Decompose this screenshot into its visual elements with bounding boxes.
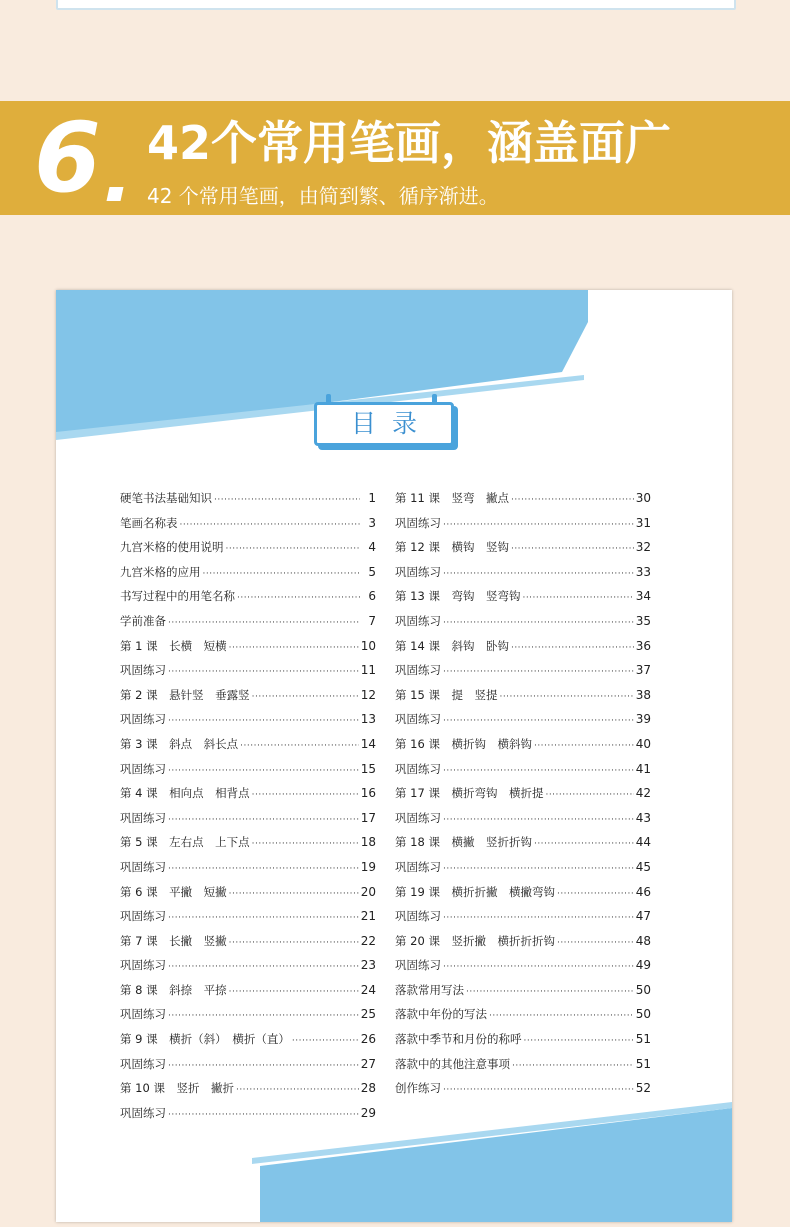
toc-dot-leader bbox=[443, 913, 634, 923]
toc-entry-title: 第 5 课 左右点 上下点 bbox=[120, 835, 250, 850]
toc-entry bbox=[395, 613, 651, 638]
toc-entry bbox=[395, 490, 651, 515]
toc-entry-title: 巩固练习 bbox=[395, 909, 441, 924]
toc-entry bbox=[395, 564, 651, 589]
previous-card-edge bbox=[56, 0, 736, 10]
toc-entry bbox=[120, 588, 376, 613]
toc-entry-title: 巩固练习 bbox=[395, 515, 441, 530]
toc-entry-title: 九宫米格的应用 bbox=[120, 564, 201, 579]
toc-entry-page: 14 bbox=[360, 736, 376, 751]
toc-entry-title: 巩固练习 bbox=[395, 810, 441, 825]
toc-entry-title: 巩固练习 bbox=[120, 909, 166, 924]
toc-entry-page: 36 bbox=[635, 638, 651, 653]
toc-dot-leader bbox=[557, 889, 634, 899]
toc-entry-page: 52 bbox=[635, 1081, 651, 1096]
toc-entry bbox=[395, 1031, 651, 1056]
toc-entry-title: 学前准备 bbox=[120, 613, 166, 628]
toc-entry bbox=[120, 1105, 376, 1130]
toc-dot-leader bbox=[236, 1085, 359, 1095]
feature-title: 42个常用笔画，涵盖面广 bbox=[147, 116, 672, 170]
toc-entry bbox=[395, 810, 651, 835]
toc-entry-page: 48 bbox=[635, 933, 651, 948]
toc-entry-title: 第 4 课 相向点 相背点 bbox=[120, 786, 250, 801]
toc-entry-title: 巩固练习 bbox=[120, 810, 166, 825]
toc-dot-leader bbox=[443, 618, 634, 628]
toc-entry-title: 巩固练习 bbox=[120, 958, 166, 973]
toc-entry-title: 第 2 课 悬针竖 垂露竖 bbox=[120, 687, 250, 702]
toc-dot-leader bbox=[443, 716, 634, 726]
toc-dot-leader bbox=[443, 962, 634, 972]
toc-entry bbox=[120, 761, 376, 786]
toc-dot-leader bbox=[180, 520, 361, 530]
toc-entry-title: 巩固练习 bbox=[395, 663, 441, 678]
toc-dot-leader bbox=[240, 741, 359, 751]
toc-dot-leader bbox=[168, 815, 359, 825]
toc-entry-page: 19 bbox=[360, 859, 376, 874]
toc-dot-leader bbox=[511, 544, 634, 554]
toc-dot-leader bbox=[229, 889, 359, 899]
toc-dot-leader bbox=[203, 569, 361, 579]
toc-entry-title: 巩固练习 bbox=[120, 761, 166, 776]
toc-entry-title: 第 20 课 竖折撇 横折折折钩 bbox=[395, 933, 555, 948]
toc-entry-page: 41 bbox=[635, 761, 651, 776]
toc-dot-leader bbox=[168, 962, 359, 972]
toc-entry bbox=[120, 933, 376, 958]
toc-entry bbox=[395, 908, 651, 933]
toc-dot-leader bbox=[534, 839, 634, 849]
feature-subtitle: 42 个常用笔画，由简到繁、循序渐进。 bbox=[147, 184, 499, 208]
toc-entry bbox=[395, 588, 651, 613]
toc-dot-leader bbox=[226, 544, 361, 554]
toc-dot-leader bbox=[229, 643, 359, 653]
toc-entry-title: 第 3 课 斜点 斜长点 bbox=[120, 736, 239, 751]
toc-dot-leader bbox=[229, 987, 359, 997]
toc-entry bbox=[395, 957, 651, 982]
toc-dot-leader bbox=[443, 1085, 634, 1095]
toc-entry bbox=[120, 1006, 376, 1031]
toc-entry-page: 35 bbox=[635, 613, 651, 628]
toc-entry-page: 4 bbox=[368, 540, 376, 555]
toc-dot-leader bbox=[168, 1061, 359, 1071]
toc-entry bbox=[395, 785, 651, 810]
toc-entry-title: 第 18 课 横撇 竖折折钩 bbox=[395, 835, 532, 850]
toc-dot-leader bbox=[512, 1061, 634, 1071]
toc-dot-leader bbox=[534, 741, 634, 751]
toc-entry bbox=[395, 736, 651, 761]
toc-dot-leader bbox=[443, 815, 634, 825]
toc-entry-title: 巩固练习 bbox=[120, 663, 166, 678]
toc-entry-page: 18 bbox=[360, 835, 376, 850]
toc-entry-page: 49 bbox=[635, 958, 651, 973]
toc-entry-page: 33 bbox=[635, 564, 651, 579]
toc-dot-leader bbox=[168, 913, 359, 923]
toc-entry-title: 第 15 课 提 竖提 bbox=[395, 687, 498, 702]
toc-entry-page: 30 bbox=[635, 491, 651, 505]
toc-entry-title: 巩固练习 bbox=[120, 859, 166, 874]
toc-entry bbox=[395, 933, 651, 958]
toc-dot-leader bbox=[511, 643, 634, 653]
toc-entry-title: 第 13 课 弯钩 竖弯钩 bbox=[395, 589, 521, 604]
toc-dot-leader bbox=[237, 593, 360, 603]
toc-dot-leader bbox=[252, 839, 359, 849]
toc-entry-page: 38 bbox=[635, 687, 651, 702]
toc-entry bbox=[395, 711, 651, 736]
toc-entry bbox=[120, 810, 376, 835]
toc-dot-leader bbox=[511, 495, 634, 505]
toc-entry-title: 第 10 课 竖折 撇折 bbox=[120, 1081, 234, 1096]
toc-entry bbox=[395, 884, 651, 909]
toc-entry bbox=[395, 539, 651, 564]
toc-entry-page: 51 bbox=[635, 1032, 651, 1047]
toc-entry-page: 50 bbox=[635, 982, 651, 997]
toc-entry bbox=[395, 1056, 651, 1081]
toc-dot-leader bbox=[522, 593, 633, 603]
toc-entry-page: 26 bbox=[360, 1032, 376, 1047]
toc-entry-page: 42 bbox=[635, 786, 651, 801]
toc-entry-page: 51 bbox=[635, 1056, 651, 1071]
toc-dot-leader bbox=[168, 716, 359, 726]
toc-entry-page: 15 bbox=[360, 761, 376, 776]
toc-entry bbox=[395, 1080, 651, 1105]
toc-entry bbox=[395, 859, 651, 884]
toc-entry bbox=[120, 490, 376, 515]
toc-dot-leader bbox=[557, 938, 634, 948]
toc-entry-page: 47 bbox=[635, 909, 651, 924]
toc-entry-title: 第 6 课 平撇 短撇 bbox=[120, 884, 227, 899]
toc-dot-leader bbox=[252, 790, 359, 800]
toc-dot-leader bbox=[545, 790, 633, 800]
toc-heading: 目录 bbox=[314, 402, 454, 446]
toc-entry bbox=[395, 638, 651, 663]
toc-entry-title: 九宫米格的使用说明 bbox=[120, 540, 224, 555]
toc-entry-title: 落款中年份的写法 bbox=[395, 1007, 487, 1022]
toc-right-column bbox=[395, 490, 651, 1105]
toc-left-column bbox=[120, 490, 376, 1129]
toc-entry bbox=[120, 957, 376, 982]
toc-entry bbox=[395, 761, 651, 786]
toc-entry-title: 巩固练习 bbox=[395, 761, 441, 776]
toc-entry-page: 29 bbox=[360, 1105, 376, 1120]
toc-entry bbox=[120, 908, 376, 933]
toc-entry-page: 12 bbox=[360, 687, 376, 702]
toc-entry bbox=[395, 834, 651, 859]
toc-entry bbox=[120, 834, 376, 859]
toc-dot-leader bbox=[168, 1110, 359, 1120]
toc-entry-page: 46 bbox=[635, 884, 651, 899]
toc-dot-leader bbox=[489, 1011, 634, 1021]
toc-entry-page: 1 bbox=[368, 491, 376, 505]
toc-entry bbox=[120, 1031, 376, 1056]
toc-dot-leader bbox=[168, 864, 359, 874]
toc-entry bbox=[395, 687, 651, 712]
toc-dot-leader bbox=[443, 667, 634, 677]
toc-entry-page: 43 bbox=[635, 810, 651, 825]
toc-entry-page: 37 bbox=[635, 663, 651, 678]
book-page bbox=[56, 290, 732, 1222]
toc-dot-leader bbox=[466, 987, 634, 997]
toc-entry-title: 巩固练习 bbox=[120, 1007, 166, 1022]
toc-dot-leader bbox=[443, 864, 634, 874]
toc-dot-leader bbox=[168, 618, 360, 628]
toc-entry-title: 巩固练习 bbox=[395, 564, 441, 579]
toc-entry bbox=[120, 785, 376, 810]
toc-entry bbox=[395, 662, 651, 687]
toc-entry-page: 23 bbox=[360, 958, 376, 973]
toc-entry-title: 巩固练习 bbox=[395, 613, 441, 628]
feature-banner bbox=[0, 101, 790, 215]
toc-dot-leader bbox=[214, 495, 360, 505]
toc-dot-leader bbox=[252, 692, 359, 702]
toc-dot-leader bbox=[292, 1036, 359, 1046]
toc-entry bbox=[120, 884, 376, 909]
toc-entry-title: 书写过程中的用笔名称 bbox=[120, 589, 235, 604]
toc-dot-leader bbox=[168, 667, 359, 677]
toc-entry-title: 落款中的其他注意事项 bbox=[395, 1056, 510, 1071]
toc-entry-page: 40 bbox=[635, 736, 651, 751]
toc-entry-page: 6 bbox=[368, 589, 376, 604]
toc-entry-page: 7 bbox=[368, 613, 376, 628]
toc-entry-page: 32 bbox=[635, 540, 651, 555]
toc-entry bbox=[120, 736, 376, 761]
toc-entry bbox=[120, 859, 376, 884]
toc-entry-title: 巩固练习 bbox=[395, 859, 441, 874]
toc-entry-title: 巩固练习 bbox=[120, 712, 166, 727]
toc-dot-leader bbox=[499, 692, 633, 702]
toc-entry bbox=[120, 613, 376, 638]
toc-entry-page: 5 bbox=[368, 564, 376, 579]
toc-entry-title: 第 9 课 横折（斜） 横折（直） bbox=[120, 1032, 290, 1047]
toc-entry-page: 34 bbox=[635, 589, 651, 604]
toc-entry bbox=[120, 638, 376, 663]
toc-dot-leader bbox=[443, 520, 634, 530]
toc-entry-title: 巩固练习 bbox=[395, 958, 441, 973]
toc-entry-page: 22 bbox=[360, 933, 376, 948]
toc-entry bbox=[120, 539, 376, 564]
toc-entry bbox=[395, 515, 651, 540]
toc-entry-page: 11 bbox=[360, 663, 376, 678]
toc-entry-page: 39 bbox=[635, 712, 651, 727]
toc-entry-title: 巩固练习 bbox=[395, 712, 441, 727]
toc-entry-title: 第 19 课 横折折撇 横撇弯钩 bbox=[395, 884, 555, 899]
toc-dot-leader bbox=[443, 766, 634, 776]
toc-dot-leader bbox=[229, 938, 359, 948]
toc-entry bbox=[120, 1056, 376, 1081]
toc-dot-leader bbox=[524, 1036, 634, 1046]
toc-entry-page: 24 bbox=[360, 982, 376, 997]
toc-entry-page: 28 bbox=[360, 1081, 376, 1096]
toc-entry-page: 20 bbox=[360, 884, 376, 899]
toc-entry-title: 第 1 课 长横 短横 bbox=[120, 638, 227, 653]
toc-entry-title: 第 11 课 竖弯 撇点 bbox=[395, 491, 509, 505]
toc-entry-page: 31 bbox=[635, 515, 651, 530]
toc-entry bbox=[395, 982, 651, 1007]
toc-entry-page: 16 bbox=[360, 786, 376, 801]
toc-entry bbox=[120, 662, 376, 687]
toc-entry-page: 45 bbox=[635, 859, 651, 874]
toc-dot-leader bbox=[168, 1011, 359, 1021]
toc-entry-page: 10 bbox=[360, 638, 376, 653]
toc-dot-leader bbox=[443, 569, 634, 579]
toc-entry-page: 25 bbox=[360, 1007, 376, 1022]
toc-entry-title: 第 17 课 横折弯钩 横折提 bbox=[395, 786, 544, 801]
toc-dot-leader bbox=[168, 766, 359, 776]
toc-entry-title: 落款中季节和月份的称呼 bbox=[395, 1032, 522, 1047]
toc-entry bbox=[120, 515, 376, 540]
toc-entry bbox=[120, 564, 376, 589]
toc-entry-title: 创作练习 bbox=[395, 1081, 441, 1096]
toc-entry-page: 21 bbox=[360, 909, 376, 924]
feature-number: 6 bbox=[34, 102, 99, 214]
toc-entry-title: 第 12 课 横钩 竖钩 bbox=[395, 540, 509, 555]
toc-entry-title: 第 8 课 斜捺 平捺 bbox=[120, 982, 227, 997]
toc-entry bbox=[120, 687, 376, 712]
toc-entry-page: 50 bbox=[635, 1007, 651, 1022]
toc-entry-title: 巩固练习 bbox=[120, 1056, 166, 1071]
toc-entry-title: 落款常用写法 bbox=[395, 982, 464, 997]
toc-entry-title: 第 16 课 横折钩 横斜钩 bbox=[395, 736, 532, 751]
toc-entry-title: 硬笔书法基础知识 bbox=[120, 491, 212, 505]
feature-number-dot bbox=[107, 187, 124, 201]
toc-entry-page: 13 bbox=[360, 712, 376, 727]
toc-entry-title: 巩固练习 bbox=[120, 1105, 166, 1120]
toc-entry-page: 3 bbox=[368, 515, 376, 530]
toc-entry-title: 第 7 课 长撇 竖撇 bbox=[120, 933, 227, 948]
toc-entry-page: 27 bbox=[360, 1056, 376, 1071]
toc-entry bbox=[395, 1006, 651, 1031]
toc-entry bbox=[120, 711, 376, 736]
toc-entry-title: 笔画名称表 bbox=[120, 515, 178, 530]
toc-entry bbox=[120, 1080, 376, 1105]
toc-entry-title: 第 14 课 斜钩 卧钩 bbox=[395, 638, 509, 653]
toc-entry-page: 17 bbox=[360, 810, 376, 825]
toc-entry-page: 44 bbox=[635, 835, 651, 850]
toc-entry bbox=[120, 982, 376, 1007]
